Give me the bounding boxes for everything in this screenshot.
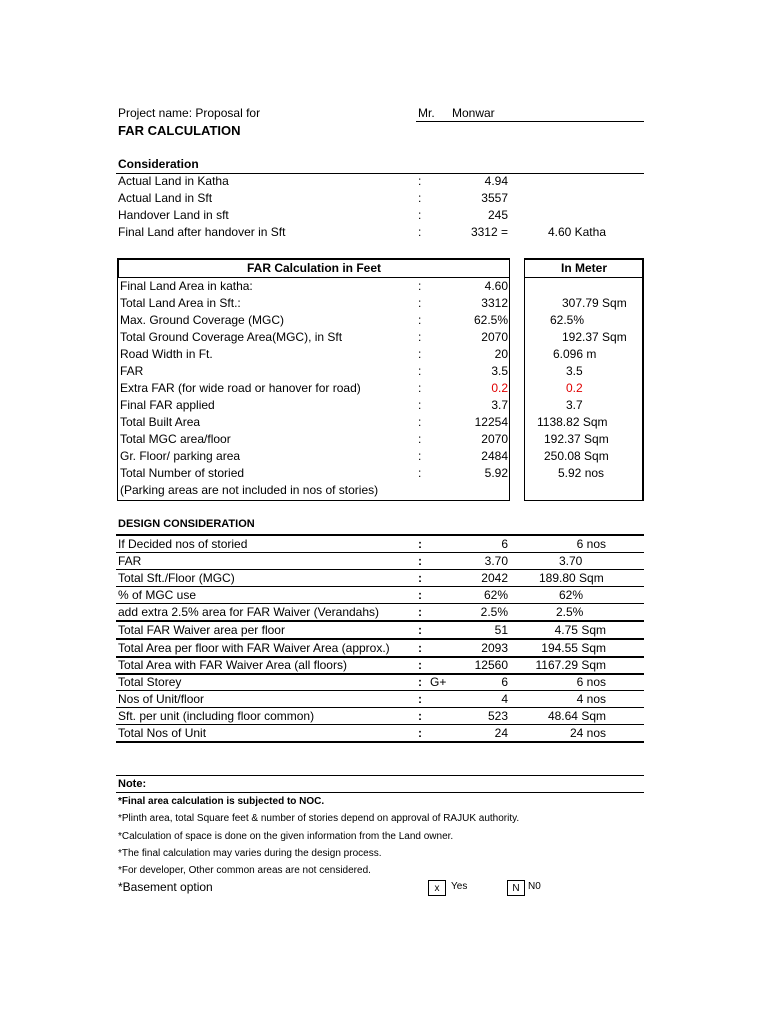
consideration-row (118, 190, 644, 207)
row-meter: 62% (559, 588, 584, 602)
row-value: 51 (494, 623, 508, 637)
row-meter: 6 nos (576, 537, 606, 551)
row-label: Total Storey (118, 675, 182, 689)
row-value: 2070 (481, 432, 508, 446)
row-label: % of MGC use (118, 588, 197, 602)
consideration-row (118, 224, 644, 241)
design-row (118, 604, 644, 621)
design-row (118, 640, 644, 657)
design-row (118, 570, 644, 587)
design-row (118, 725, 644, 742)
row-meter: 2.5% (556, 605, 584, 619)
design-row (118, 657, 644, 674)
far-feet-heading: FAR Calculation in Feet (246, 261, 381, 275)
row-colon: : (418, 692, 422, 706)
row-value: 3312 (481, 296, 508, 310)
row-colon: : (418, 709, 422, 723)
row-meter: 5.92 nos (558, 466, 605, 480)
row-colon: : (418, 449, 422, 463)
client-underline (416, 121, 644, 122)
far-note-row (118, 482, 644, 499)
row-value: 4.60 (484, 279, 508, 293)
row-meter: 62.5% (550, 313, 585, 327)
row-value: 3.7 (491, 398, 508, 412)
row-colon: : (418, 588, 422, 602)
row-label: Sft. per unit (including floor common) (118, 709, 315, 723)
basement-no-checkbox[interactable]: N (507, 880, 525, 896)
row-colon: : (418, 191, 422, 205)
row-colon: : (418, 296, 422, 310)
design-row (118, 622, 644, 639)
meter-box-top-border (524, 258, 644, 260)
notes-heading: Note: (118, 778, 147, 790)
row-value: 5.92 (484, 466, 508, 480)
row-meter: 189.80 Sqm (539, 571, 604, 585)
row-colon: : (418, 381, 422, 395)
row-meter: 192.37 Sqm (544, 432, 609, 446)
row-value: 62% (483, 588, 508, 602)
row-meter: 0.2 (566, 381, 583, 395)
row-meter: 3.5 (566, 364, 583, 378)
far-row (118, 312, 644, 329)
row-colon: : (418, 605, 422, 619)
basement-yes-label: Yes (451, 881, 468, 892)
row-value: 4.94 (484, 174, 508, 188)
row-value: 3312 = (470, 225, 508, 239)
row-value: 4 (501, 692, 508, 706)
row-value: 523 (487, 709, 508, 723)
note-item: *Final area calculation is subjected to NOC. (118, 796, 325, 807)
row-extra: 4.60 Katha (547, 225, 606, 239)
page-title: FAR CALCULATION (118, 123, 241, 138)
design-bottom-border (116, 741, 644, 743)
row-label: Nos of Unit/floor (118, 692, 205, 706)
far-row (118, 414, 644, 431)
row-meter: 6 nos (576, 675, 606, 689)
far-row (118, 380, 644, 397)
row-label: Final Land after handover in Sft (118, 225, 286, 239)
row-meter: 1167.29 Sqm (535, 658, 606, 672)
row-colon: : (418, 415, 422, 429)
note-item: *For developer, Other common areas are not censidered. (118, 865, 371, 876)
row-colon: : (418, 675, 422, 689)
row-value: 12560 (474, 658, 508, 672)
design-row (118, 691, 644, 708)
row-label: Total Area with FAR Waiver Area (all floors) (118, 658, 347, 672)
row-colon: : (418, 398, 422, 412)
consideration-row (118, 207, 644, 224)
row-label: Actual Land in Katha (118, 174, 229, 188)
row-label: Handover Land in sft (118, 208, 229, 222)
row-label: Gr. Floor/ parking area (120, 449, 241, 463)
design-row (118, 587, 644, 604)
project-label: Project name: Proposal for (118, 106, 261, 120)
notes-heading-divider (116, 792, 644, 793)
row-value: 3557 (481, 191, 508, 205)
notes-top-border (116, 775, 644, 776)
row-colon: : (418, 225, 422, 239)
row-meter: 4 nos (576, 692, 606, 706)
row-meter: 4.75 Sqm (554, 623, 606, 637)
row-colon: : (418, 313, 422, 327)
far-row (118, 397, 644, 414)
row-meter: 194.55 Sqm (541, 641, 606, 655)
row-colon: : (418, 554, 422, 568)
row-meter: 48.64 Sqm (547, 709, 606, 723)
row-colon: : (418, 330, 422, 344)
client-name: Monwar (452, 106, 495, 120)
far-row (118, 465, 644, 482)
note-item: *The final calculation may varies during the design process. (118, 848, 382, 859)
row-value: 20 (494, 347, 508, 361)
row-meter: 1138.82 Sqm (537, 415, 608, 429)
row-meter: 192.37 Sqm (562, 330, 627, 344)
row-colon: : (418, 658, 422, 672)
row-label: Total FAR Waiver area per floor (118, 623, 285, 637)
row-value: 3.70 (484, 554, 508, 568)
far-table-top-border (117, 258, 510, 260)
row-colon: : (418, 174, 422, 188)
meter-box-bottom-border (524, 500, 644, 501)
row-value: 62.5% (473, 313, 508, 327)
row-label: Total MGC area/floor (120, 432, 231, 446)
far-row (118, 278, 644, 295)
row-colon: : (418, 623, 422, 637)
row-colon: : (418, 537, 422, 551)
row-value: 3.5 (491, 364, 508, 378)
design-row (118, 674, 644, 691)
design-row (118, 536, 644, 553)
row-value: 12254 (474, 415, 508, 429)
row-label: Final Land Area in katha: (120, 279, 253, 293)
row-colon: : (418, 364, 422, 378)
row-label: Total Number of storied (120, 466, 245, 480)
design-heading: DESIGN CONSIDERATION (118, 518, 255, 530)
far-row (118, 295, 644, 312)
row-value: 24 (494, 726, 508, 740)
row-meter: 24 nos (569, 726, 606, 740)
row-meter: 6.096 m (553, 347, 597, 361)
far-table-bottom-border (117, 500, 510, 501)
far-row (118, 363, 644, 380)
row-label: (Parking areas are not included in nos of stories) (120, 483, 379, 497)
row-value: 2.5% (480, 605, 508, 619)
row-value: 2070 (481, 330, 508, 344)
note-item: *Plinth area, total Square feet & number of stories depend on approval of RAJUK authority. (118, 813, 520, 824)
far-row (118, 346, 644, 363)
client-title: Mr. (418, 106, 435, 120)
row-label: Actual Land in Sft (118, 191, 213, 205)
row-label: Total Land Area in Sft.: (120, 296, 241, 310)
consideration-row (118, 173, 644, 190)
row-label: FAR (120, 364, 144, 378)
row-meter: 3.70 (559, 554, 583, 568)
far-row (118, 431, 644, 448)
far-row (118, 329, 644, 346)
row-label: FAR (118, 554, 142, 568)
basement-no-label: N0 (528, 881, 541, 892)
note-item: *Calculation of space is done on the given information from the Land owner. (118, 831, 454, 842)
row-label: Total Sft./Floor (MGC) (118, 571, 235, 585)
row-label: add extra 2.5% area for FAR Waiver (Verandahs) (118, 605, 380, 619)
in-meter-heading: In Meter (560, 261, 607, 275)
consideration-heading: Consideration (118, 157, 199, 171)
row-value: 2093 (481, 641, 508, 655)
row-colon: : (418, 571, 422, 585)
row-label: Final FAR applied (120, 398, 215, 412)
row-label: Road Width in Ft. (120, 347, 213, 361)
basement-yes-checkbox[interactable]: x (428, 880, 446, 896)
row-colon: : (418, 279, 422, 293)
row-colon: : (418, 432, 422, 446)
row-label: Total Built Area (120, 415, 201, 429)
row-label: Max. Ground Coverage (MGC) (120, 313, 285, 327)
row-label: If Decided nos of storied (118, 537, 248, 551)
row-meter: 307.79 Sqm (562, 296, 627, 310)
row-value: 0.2 (491, 381, 508, 395)
row-colon: : (418, 208, 422, 222)
basement-option-label: *Basement option (118, 880, 213, 894)
row-meter: 3.7 (566, 398, 583, 412)
row-value: 6 (501, 537, 508, 551)
row-value: 2042 (481, 571, 508, 585)
row-colon: : (418, 641, 422, 655)
row-colon: : (418, 466, 422, 480)
row-label: Total Ground Coverage Area(MGC), in Sft (120, 330, 343, 344)
row-meter: 250.08 Sqm (544, 449, 609, 463)
row-colon: : (418, 726, 422, 740)
row-label: Extra FAR (for wide road or hanover for road) (120, 381, 361, 395)
design-row (118, 553, 644, 570)
design-row (118, 708, 644, 725)
row-prefix: G+ (430, 675, 447, 689)
row-label: Total Nos of Unit (118, 726, 207, 740)
row-colon: : (418, 347, 422, 361)
row-value: 2484 (481, 449, 508, 463)
row-value: 6 (501, 675, 508, 689)
row-label: Total Area per floor with FAR Waiver Area (approx.) (118, 641, 390, 655)
far-row (118, 448, 644, 465)
row-value: 245 (487, 208, 508, 222)
